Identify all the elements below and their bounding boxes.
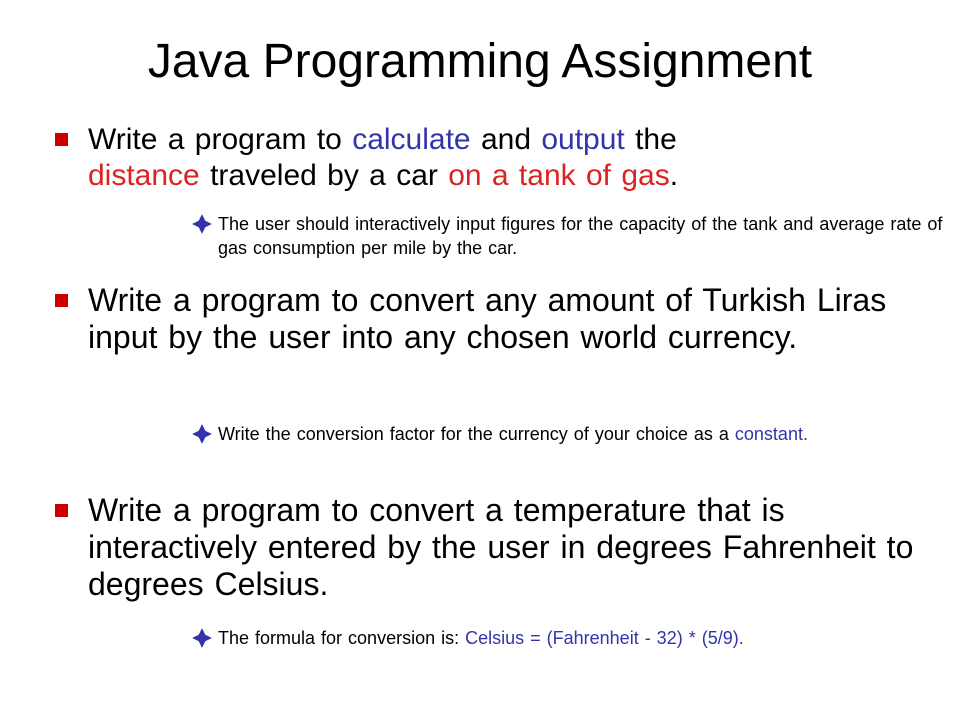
bullet-text: Write a program to convert any amount of Turkish Liras input by the user into any chosen world currency. bbox=[88, 282, 887, 355]
highlight-formula: Celsius = (Fahrenheit - 32) * (5/9). bbox=[465, 628, 744, 648]
bullet-text bbox=[88, 122, 928, 194]
slide-title: Java Programming Assignment bbox=[147, 35, 813, 88]
bullet-item-currency bbox=[88, 282, 928, 356]
text-segment: . bbox=[669, 159, 679, 192]
sub-bullet-item-formula bbox=[218, 626, 958, 650]
sub-bullet-text: Write the conversion factor for the currency of your choice as a bbox=[218, 424, 735, 444]
square-bullet-icon bbox=[55, 294, 68, 307]
text-segment: and bbox=[470, 123, 542, 156]
sub-bullet-text: The formula for conversion is: bbox=[218, 628, 466, 648]
highlight-tank-of-gas: on a tank of gas bbox=[448, 159, 670, 192]
square-bullet-icon bbox=[55, 133, 68, 146]
text-segment: traveled by a car bbox=[199, 159, 449, 192]
text-segment: the bbox=[624, 123, 677, 156]
highlight-distance: distance bbox=[88, 159, 200, 192]
diamond-bullet-icon bbox=[191, 627, 213, 649]
highlight-calculate: calculate bbox=[352, 123, 471, 156]
square-bullet-icon bbox=[55, 504, 68, 517]
bullet-item-temperature bbox=[88, 492, 928, 603]
sub-bullet-text: The user should interactively input figures for the capacity of the tank and average rate of gas consumption per mile by the car. bbox=[218, 214, 943, 258]
diamond-bullet-icon bbox=[191, 213, 213, 235]
bullet-item-distance bbox=[88, 122, 928, 194]
sub-bullet-item-conversion-factor bbox=[218, 422, 958, 446]
bullet-text: Write a program to convert a temperature that is interactively entered by the user in degrees Fahrenheit to degrees Celsius. bbox=[88, 492, 914, 602]
highlight-output: output bbox=[541, 123, 625, 156]
sub-bullet-item-input-figures bbox=[218, 212, 958, 260]
diamond-bullet-icon bbox=[191, 423, 213, 445]
text-segment: Write a program to bbox=[88, 123, 353, 156]
highlight-constant: constant. bbox=[734, 424, 808, 444]
